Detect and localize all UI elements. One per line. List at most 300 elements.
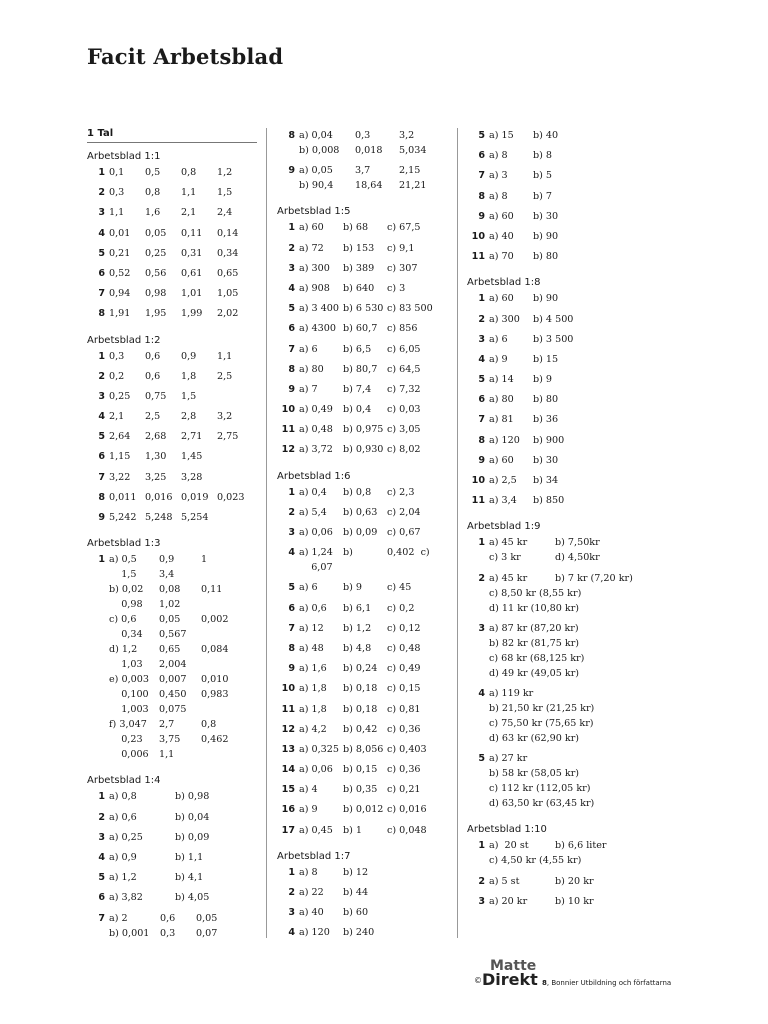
exercise-row [467, 229, 647, 244]
exercise-number: 5 [98, 872, 105, 884]
exercise-row [277, 382, 447, 397]
answer-value: b) 0,35 [343, 784, 378, 796]
answer-value: c) 3,05 [387, 424, 421, 436]
answer-value [201, 567, 241, 582]
exercise-row [277, 722, 447, 737]
answer-value: 0,3 [355, 130, 371, 141]
answer-value: b) 1,2 [343, 622, 372, 634]
exercise-row [277, 422, 447, 437]
chapter-heading: 1 Tal [87, 128, 257, 143]
exercise-row [467, 453, 647, 468]
exercise-row [87, 369, 257, 384]
exercise-row [467, 249, 647, 264]
answer-value [217, 389, 253, 404]
answer-value: 0,9 [159, 554, 175, 566]
answer-value: a) 0,04 [299, 130, 333, 141]
answer-value: b) 0,98 [175, 791, 210, 803]
exercise-number: 1 [478, 840, 485, 852]
exercise-row [87, 226, 257, 241]
exercise-number: 5 [98, 247, 105, 259]
exercise-number: 12 [281, 444, 295, 456]
row-spacer [277, 940, 447, 945]
exercise-row [87, 449, 257, 464]
answer-value: b) 7,4 [343, 383, 372, 395]
answer-value: b) 7,50kr [555, 537, 600, 549]
answer-value: b) 0,012 [343, 804, 384, 816]
answer-value: 1,6 [145, 207, 161, 219]
answer-value: b) 0,24 [343, 663, 378, 675]
exercise-row [467, 838, 647, 868]
answer-value: a) 3,72 [299, 444, 333, 456]
answer-value: c) 68 kr (68,125 kr) [489, 652, 585, 664]
section-heading: Arbetsblad 1:5 [277, 206, 351, 218]
answer-value: 3,4 [159, 569, 175, 581]
answer-value: a) 4300 [299, 323, 336, 335]
publisher-name: , Bonnier Utbildning och författarna [546, 979, 672, 987]
answer-value: b) 0,18 [343, 703, 378, 715]
answer-value: 1,1 [217, 350, 233, 362]
exercise-number: 3 [98, 207, 105, 219]
exercise-number: 6 [478, 394, 485, 406]
column-divider [457, 128, 458, 938]
answer-value: b) 8,056 [343, 743, 384, 755]
answer-value: 1 [201, 554, 208, 566]
exercise-row [87, 552, 257, 762]
exercise-row [277, 128, 447, 158]
exercise-number: 6 [288, 323, 295, 335]
answer-value: b) 68 [343, 222, 369, 234]
exercise-row [277, 321, 447, 336]
answer-value: 1,2 [217, 167, 233, 178]
exercise-number: 4 [478, 353, 485, 365]
answer-value: 0,462 [201, 734, 229, 746]
answer-value: b) 640 [343, 282, 375, 294]
answer-value: b) 58 kr (58,05 kr) [489, 768, 580, 780]
logo-word-matte: Matte [490, 958, 537, 974]
exercise-row [87, 890, 257, 905]
answer-value: a) 1,6 [299, 663, 327, 675]
answer-value: b) 850 [533, 495, 565, 507]
answer-value: a) 3,82 [109, 892, 143, 904]
answer-value: a) 20 st [489, 840, 529, 852]
answer-value: 0,01 [109, 227, 131, 239]
answer-value: a) 0,25 [109, 831, 143, 843]
answer-value: 0,25 [145, 247, 167, 259]
answer-value [201, 627, 241, 642]
answer-value: c) 7,32 [387, 383, 421, 395]
answer-value: b) 80,7 [343, 363, 378, 375]
exercise-number: 13 [281, 743, 295, 755]
exercise-number: 2 [98, 811, 105, 823]
answer-value: c) 3 [387, 282, 406, 294]
answer-value: 1,1 [109, 207, 125, 219]
answer-value: a) 5 st [489, 875, 520, 887]
exercise-row [87, 165, 257, 180]
row-spacer [87, 525, 257, 530]
answer-value: d) 63 kr (62,90 kr) [489, 732, 580, 744]
exercise-row [467, 372, 647, 387]
answer-value: a) 40 [299, 907, 324, 919]
publisher-line [542, 979, 671, 987]
answer-value: 3,7 [355, 165, 371, 177]
answer-value: a) 45 kr [489, 572, 528, 584]
answer-value: c) 8,02 [387, 444, 421, 456]
answer-value: a) 0,5 [109, 554, 137, 566]
answer-value: b) 0,09 [343, 527, 378, 538]
answer-value: 1,99 [181, 308, 203, 320]
answer-value: 0,3 [109, 350, 125, 362]
answer-value: b) 90 [533, 230, 559, 242]
answer-value: b) 4,05 [175, 892, 210, 904]
answer-value: d) 4,50kr [555, 552, 600, 564]
answer-value: 2,8 [181, 411, 197, 423]
answer-value: 1,03 [109, 659, 143, 671]
answer-value: 0,1 [109, 167, 125, 178]
exercise-number: 9 [478, 454, 485, 466]
answer-value: 0,006 [109, 749, 149, 761]
section-heading: Arbetsblad 1:1 [87, 151, 161, 162]
answer-value: 0,010 [201, 674, 229, 686]
answer-value: c) 8,50 kr (8,55 kr) [489, 587, 582, 599]
answer-value [555, 636, 635, 651]
exercise-number: 5 [288, 303, 295, 315]
answer-value: a) 87 kr (87,20 kr) [489, 622, 579, 634]
exercise-number: 1 [98, 167, 105, 178]
answer-value: 5,242 [109, 512, 137, 523]
exercise-number: 1 [288, 222, 295, 234]
answer-value: b) 34 [533, 475, 559, 486]
answer-value: 2,71 [181, 431, 203, 443]
answer-value: a) 15 [489, 130, 514, 141]
answer-value: 2,64 [109, 431, 131, 443]
answer-value [201, 657, 241, 672]
exercise-row [467, 894, 647, 909]
answer-value: a) 81 [489, 414, 514, 426]
answer-column-3 [467, 128, 647, 914]
answer-value: 0,61 [181, 267, 203, 279]
answer-value [555, 666, 635, 681]
answer-value: 0,14 [217, 227, 239, 239]
exercise-number: 6 [98, 267, 105, 279]
answer-value: 1,1 [159, 749, 175, 761]
answer-value: a) 80 [489, 394, 514, 406]
exercise-number: 2 [478, 313, 485, 325]
answer-value: 3,28 [181, 471, 203, 483]
answer-value: a) 0,8 [109, 791, 137, 803]
exercise-row [467, 473, 647, 488]
answer-value [555, 701, 635, 716]
answer-value: 3,25 [145, 471, 167, 483]
exercise-number: 7 [98, 288, 105, 300]
exercise-number: 4 [478, 687, 485, 699]
exercise-row [277, 163, 447, 193]
answer-value: 18,64 [355, 180, 383, 192]
exercise-row [467, 493, 647, 508]
exercise-row [277, 241, 447, 256]
answer-value: a) 908 [299, 282, 330, 294]
answer-value: a) 120 [489, 434, 520, 446]
answer-value: c) 0,6 [109, 614, 137, 626]
answer-value: b) 60,7 [343, 323, 378, 335]
exercise-number: 7 [478, 414, 485, 426]
exercise-number: 5 [98, 431, 105, 443]
answer-value: a) 6 [299, 343, 318, 355]
answer-value: b) 30 [533, 454, 559, 466]
answer-value: b) 4,1 [175, 872, 204, 884]
answer-value: 0,31 [181, 247, 203, 259]
exercise-row [277, 580, 447, 595]
exercise-row [87, 510, 257, 525]
answer-value: a) 3 [489, 170, 508, 182]
exercise-row [87, 429, 257, 444]
answer-value: b) 36 [533, 414, 559, 426]
answer-value: b) 0,02 [109, 584, 144, 596]
exercise-number: 5 [478, 130, 485, 141]
exercise-row [467, 621, 647, 681]
answer-value: c) 0,048 [387, 824, 427, 836]
answer-value: b) 20 kr [555, 875, 594, 887]
answer-value: b) 0,4 [343, 404, 372, 416]
answer-value: 21,21 [399, 180, 427, 192]
answer-value: b) 8 [533, 150, 553, 162]
answer-value: a) 0,325 [299, 743, 339, 755]
answer-value: b) 80 [533, 394, 559, 406]
exercise-number: 17 [281, 824, 295, 836]
answer-value: 1,45 [181, 451, 203, 463]
answer-value: a) 8 [489, 150, 508, 162]
answer-value: a) 60 [489, 210, 514, 222]
exercise-row [87, 409, 257, 424]
answer-value: b) 7 [533, 190, 553, 202]
answer-value: 0,084 [201, 644, 229, 656]
answer-value: c) 0,12 [387, 622, 421, 634]
exercise-number: 11 [281, 703, 295, 715]
exercise-number: 12 [281, 723, 295, 735]
exercise-number: 2 [478, 572, 485, 584]
answer-value: a) 5,4 [299, 506, 327, 518]
answer-value: b) 9 [343, 582, 363, 594]
answer-value: a) 0,4 [299, 486, 327, 498]
answer-value: a) 4,2 [299, 723, 327, 735]
exercise-number: 11 [281, 424, 295, 436]
exercise-number: 2 [98, 370, 105, 382]
answer-value: a) 40 [489, 230, 514, 242]
answer-value: 0,56 [145, 267, 167, 279]
exercise-row [87, 850, 257, 865]
answer-value: b) 0,15 [343, 764, 378, 776]
exercise-row [87, 810, 257, 825]
answer-value: a) 27 kr [489, 753, 528, 765]
exercise-number: 7 [98, 912, 105, 924]
row-spacer [277, 193, 447, 198]
exercise-row [467, 433, 647, 448]
page-title: Facit Arbetsblad [87, 44, 284, 69]
answer-value: c) 0,016 [387, 804, 427, 816]
answer-value: 0,52 [109, 267, 131, 279]
answer-value: 2,004 [159, 659, 187, 671]
answer-value: c) 75,50 kr (75,65 kr) [489, 717, 594, 729]
answer-value: 3,22 [109, 471, 131, 483]
answer-value: 0,450 [159, 689, 187, 701]
answer-value: b) [343, 547, 353, 559]
answer-value: c) 2,3 [387, 486, 415, 498]
answer-value: 2,4 [217, 207, 233, 219]
answer-value: b) 21,50 kr (21,25 kr) [489, 702, 595, 714]
exercise-row [277, 905, 447, 920]
exercise-number: 16 [281, 804, 295, 816]
answer-value: e) 0,003 [109, 674, 149, 686]
answer-value: c) 2,04 [387, 506, 421, 518]
answer-value: a) 0,48 [299, 424, 333, 436]
exercise-number: 1 [98, 350, 105, 362]
answer-value: b) 7 kr (7,20 kr) [555, 572, 633, 584]
exercise-row [87, 911, 257, 941]
answer-value: b) 240 [343, 927, 375, 939]
answer-value: 0,075 [159, 704, 187, 716]
answer-value: 0,8 [181, 167, 197, 178]
logo-word-direkt: Direkt [482, 970, 538, 989]
answer-value: b) 900 [533, 434, 565, 446]
answer-value: d) 11 kr (10,80 kr) [489, 602, 580, 614]
exercise-row [467, 874, 647, 889]
row-spacer [467, 811, 647, 816]
answer-value: 2,68 [145, 431, 167, 443]
answer-value: 0,11 [201, 584, 223, 596]
answer-value: 1,5 [181, 390, 197, 402]
row-spacer [87, 941, 257, 946]
answer-value: b) 3 500 [533, 333, 574, 345]
answer-value: b) 0,63 [343, 506, 378, 518]
answer-value: a) 60 [489, 454, 514, 466]
row-spacer [87, 321, 257, 326]
exercise-row [277, 621, 447, 636]
answer-value: b) 6,6 liter [555, 840, 607, 852]
answer-value: a) 9 [489, 353, 508, 365]
answer-value: a) 8 [299, 866, 318, 878]
answer-value: 2,75 [217, 431, 239, 443]
exercise-row [277, 545, 447, 575]
answer-value [555, 766, 635, 781]
exercise-number: 8 [98, 491, 105, 503]
exercise-number: 3 [478, 333, 485, 345]
answer-column-2 [277, 128, 447, 946]
answer-value: c) 0,49 [387, 663, 421, 675]
answer-value: 1,5 [217, 187, 233, 199]
exercise-number: 3 [98, 831, 105, 843]
exercise-row [277, 601, 447, 616]
answer-value: a) 1,24 [299, 547, 333, 559]
exercise-number: 7 [288, 622, 295, 634]
answer-value: b) 6 530 [343, 303, 384, 315]
exercise-number: 5 [478, 374, 485, 386]
exercise-row [467, 686, 647, 746]
section-heading: Arbetsblad 1:3 [87, 538, 161, 550]
exercise-row [277, 823, 447, 838]
answer-value: 2,5 [145, 411, 161, 423]
exercise-number: 8 [478, 434, 485, 446]
answer-value: 0,6 [145, 370, 161, 382]
answer-value: a) 7 [299, 383, 318, 395]
answer-value [343, 560, 387, 575]
answer-value: b) 0,09 [175, 831, 210, 843]
answer-value: a) 9 [299, 804, 318, 816]
answer-value: c) 0,2 [387, 602, 415, 614]
exercise-row [467, 571, 647, 616]
answer-value: b) 389 [343, 262, 375, 274]
exercise-row [87, 286, 257, 301]
answer-value: b) 0,42 [343, 723, 378, 735]
exercise-number: 6 [98, 892, 105, 904]
exercise-row [277, 342, 447, 357]
answer-value: c) 45 [387, 582, 412, 594]
copyright-symbol: © [474, 976, 482, 985]
answer-value: 0,75 [145, 390, 167, 402]
edition-number: 8 [542, 979, 547, 987]
answer-value: a) 48 [299, 642, 324, 654]
answer-value: d) 1,2 [109, 644, 138, 656]
answer-value [555, 601, 635, 616]
exercise-number: 10 [281, 683, 295, 695]
exercise-row [467, 535, 647, 565]
column-divider [266, 128, 267, 938]
answer-value: 1,02 [159, 599, 181, 611]
exercise-row [277, 802, 447, 817]
answer-value [217, 470, 253, 485]
answer-value: 0,100 [109, 689, 149, 701]
answer-value: 0,402 c) [387, 547, 430, 559]
answer-value [555, 621, 635, 636]
answer-value: 0,05 [196, 912, 218, 924]
answer-value [555, 586, 635, 601]
answer-value: 0,98 [145, 288, 167, 300]
answer-value: a) 0,06 [299, 764, 333, 776]
answer-value: a) 3,4 [489, 495, 517, 507]
exercise-number: 7 [288, 343, 295, 355]
answer-value: b) 90,4 [299, 180, 334, 192]
answer-value: 3,2 [217, 411, 233, 423]
exercise-number: 5 [478, 753, 485, 765]
answer-value: c) 64,5 [387, 363, 421, 375]
answer-value: a) 60 [299, 222, 324, 234]
exercise-row [87, 830, 257, 845]
exercise-number: 2 [98, 187, 105, 199]
exercise-number: 10 [281, 404, 295, 416]
answer-value: b) 0,930 [343, 444, 384, 456]
answer-value: b) 5 [533, 170, 553, 182]
exercise-number: 6 [478, 150, 485, 162]
answer-value: 0,6 [145, 350, 161, 362]
answer-value: a) 0,06 [299, 527, 333, 538]
answer-value: 0,983 [201, 689, 229, 701]
answer-value [555, 651, 635, 666]
answer-value [217, 449, 253, 464]
answer-value: 1,95 [145, 308, 167, 320]
exercise-number: 1 [288, 486, 295, 498]
answer-value: c) 112 kr (112,05 kr) [489, 783, 591, 795]
answer-value: 0,3 [109, 187, 125, 199]
answer-value: 0,21 [109, 247, 131, 259]
answer-value: 0,8 [145, 187, 161, 199]
row-spacer [467, 264, 647, 269]
answer-value: 0,05 [159, 614, 181, 626]
answer-value: c) 6,05 [387, 343, 421, 355]
answer-value: 0,567 [159, 629, 187, 641]
answer-value: c) 4,50 kr (4,55 kr) [489, 855, 582, 867]
answer-value: b) 4 500 [533, 313, 574, 325]
answer-value: 0,6 [160, 912, 176, 924]
answer-value: a) 0,45 [299, 824, 333, 836]
answer-value: a) 12 [299, 622, 324, 634]
